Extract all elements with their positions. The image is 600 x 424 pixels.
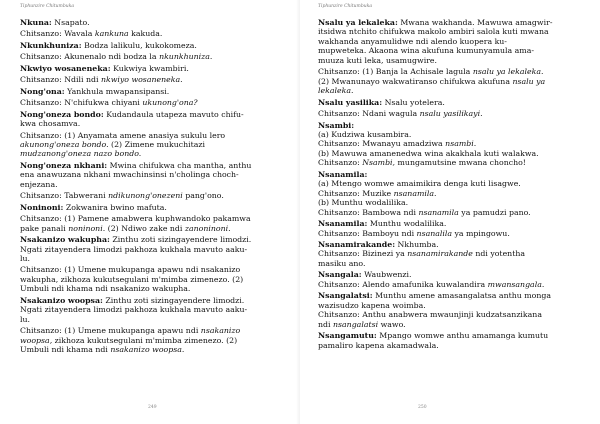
entry-line <box>20 64 284 73</box>
entry-text: (b) Mawuwa amanenedwa wina akakhala kuti walakwa. <box>318 148 539 158</box>
entry-line <box>20 315 284 324</box>
entry-line <box>20 110 284 119</box>
entry-text: wakupha, zikhoza kukutsegulani m'mimba zimenezo. (2) <box>20 274 244 284</box>
headword: Nsangamutu: <box>318 331 377 341</box>
entry-text: Mwina chifukwa cha mantha, anthu <box>107 160 252 170</box>
entry-text: Chitsanzo: Bamboyu ndi <box>318 228 417 238</box>
entry-text: pang'ono. <box>182 191 224 201</box>
dictionary-entry <box>318 331 578 350</box>
dictionary-entry <box>20 52 284 61</box>
dictionary-entry <box>318 67 578 95</box>
italic-term: mudzanong'oneza nazo bondo. <box>20 149 142 159</box>
entry-line <box>20 214 284 223</box>
entry-line <box>20 326 284 335</box>
entry-line <box>318 77 578 86</box>
dictionary-entry <box>20 75 284 84</box>
italic-term: Nsambi, <box>362 158 396 168</box>
entry-text: Chitsanzo: Akunenalo ndi bodza la <box>20 52 160 62</box>
italic-term: ndikunong'onezeni <box>108 191 183 201</box>
entry-line <box>20 345 284 354</box>
entry-text: Chitsanzo: (1) Anyamata amene anasiya sukulu lero <box>20 130 226 140</box>
dictionary-entry <box>20 98 284 107</box>
entry-text: Chitsanzo: (1) Banja la Achisale lagula <box>318 67 473 77</box>
entry-line <box>20 245 284 254</box>
dictionary-entry <box>318 170 578 217</box>
headword: Nsanamila: <box>318 169 368 179</box>
entry-text: Chitsanzo: Wavala <box>20 29 95 39</box>
dictionary-entry <box>20 110 284 129</box>
dictionary-entry <box>20 203 284 212</box>
entry-text: lu. <box>20 314 30 324</box>
dictionary-entry <box>20 41 284 50</box>
entry-line <box>318 320 578 329</box>
entry-line <box>20 191 284 200</box>
dictionary-entry <box>318 240 578 268</box>
entry-text: Kukwiya kwambiri. <box>110 63 189 73</box>
entry-text: ndi yotentha <box>472 249 526 259</box>
entry-text: wawo. <box>378 319 406 329</box>
entry-text: Chitsanzo: Bambowa ndi <box>318 207 419 217</box>
entry-line <box>20 203 284 212</box>
entry-text: Mwana wakhanda. Mawuwa amagwir- <box>397 18 553 27</box>
entry-line <box>318 98 578 107</box>
entry-text: Nsapato. <box>51 18 90 27</box>
entry-line <box>318 46 578 55</box>
italic-term: nsanalila <box>416 228 453 238</box>
entry-text: Chitsanzo: Bizinezi ya <box>318 249 408 259</box>
dictionary-entry <box>318 109 578 118</box>
entry-text: zikhoza kukutsegulani m'mimba zimenezo. (2) <box>52 335 238 345</box>
entry-line <box>20 87 284 96</box>
entry-text: Chitsanzo: (1) Pamene amabwera kuphwandoko pakamwa <box>20 214 251 224</box>
entry-text: pamaliro kapena akamadwala. <box>318 340 439 350</box>
entry-line <box>20 336 284 345</box>
entry-line <box>318 259 578 268</box>
entry-line <box>318 158 578 167</box>
entry-list <box>20 18 284 355</box>
entry-line <box>318 301 578 310</box>
dictionary-entry <box>318 291 578 329</box>
entry-text: Chitsanzo: <box>318 158 363 168</box>
running-header: Tiphunzire Chitumbuka <box>20 4 75 9</box>
entry-line <box>318 208 578 217</box>
entry-text: muuza kuti leka, usamugwire. <box>318 55 438 65</box>
entry-text: (b) Munthu wodalilika. <box>318 198 409 208</box>
italic-term: nsakanizo woopsa. <box>110 345 185 355</box>
entry-text: wakhanda anyamulidwe ndi alendo kuopera ku- <box>318 36 507 46</box>
headword: Nsanamirakande: <box>318 239 396 249</box>
entry-text: Mpango womwe anthu amamanga kumutu <box>376 331 549 341</box>
italic-term: nsanamirakande <box>407 249 473 259</box>
entry-line <box>20 41 284 50</box>
entry-line <box>318 139 578 148</box>
headword: Nong'oneza nkhani: <box>20 160 108 170</box>
entry-line <box>20 284 284 293</box>
entry-text: Ngati zitayendera limodzi pakhoza kukhala mavuto aaku- <box>20 305 248 315</box>
entry-text: (2) Zimene mukuchitazi <box>108 139 206 149</box>
entry-text: ya pamudzi pano. <box>458 207 531 217</box>
entry-text: (2) Ndiwo zake ndi <box>105 223 185 233</box>
headword: Nsalu ya lekaleka: <box>318 18 398 27</box>
dictionary-entry <box>20 29 284 38</box>
dictionary-entry <box>318 270 578 289</box>
entry-text: Zinthu zoti sizingayendere limodzi. <box>109 235 252 245</box>
entry-line <box>318 219 578 228</box>
entry-text: Munthu amene amasangalatsa anthu monga <box>372 291 552 301</box>
dictionary-entry <box>20 161 284 189</box>
right-page <box>300 0 600 424</box>
entry-line <box>318 86 578 95</box>
entry-line <box>318 280 578 289</box>
dictionary-entry <box>20 18 284 27</box>
entry-text: itsidwa ntchito chifukwa makolo ambiri salola kuti mwana <box>318 27 549 37</box>
entry-list <box>318 18 578 350</box>
entry-text: Chitsanzo: N'chifukwa chiyani <box>20 98 143 108</box>
headword: Nsangala: <box>318 270 362 280</box>
italic-term: nkwiyo wosaneneka. <box>100 75 183 85</box>
entry-line <box>20 224 284 233</box>
entry-text: Chitsanzo: Muzike <box>318 188 394 198</box>
headword: Nsambi: <box>318 120 355 130</box>
entry-text: Chitsanzo: Ndani wagula <box>318 109 420 119</box>
headword: Nkunkhuniza: <box>20 40 82 50</box>
entry-text: mupweteka. Akaona wina akufuna kumunyamula ama- <box>318 46 534 56</box>
italic-term: nsalu ya <box>512 76 546 86</box>
entry-line <box>20 52 284 61</box>
entry-line <box>20 275 284 284</box>
entry-text: Chitsanzo: (1) Umene mukupanga apawu ndi nsakanizo <box>20 265 241 275</box>
italic-term: ukunong'ona? <box>142 98 198 108</box>
dictionary-entry <box>20 87 284 96</box>
dictionary-entry <box>318 121 578 168</box>
entry-line <box>318 189 578 198</box>
page-number: 249 <box>148 405 157 410</box>
entry-line <box>318 56 578 65</box>
entry-text: masiku ano. <box>318 258 366 268</box>
entry-line <box>20 161 284 170</box>
entry-line <box>318 198 578 207</box>
entry-text: ya mpingowu. <box>452 228 510 238</box>
entry-line <box>318 310 578 319</box>
entry-text: kwa chosamva. <box>20 119 81 129</box>
headword: Nsakanizo wakupha: <box>20 235 110 245</box>
entry-text: Chitsanzo: Anthu anabwera mwaunjinji kudzatsanzikana <box>318 310 542 320</box>
running-header: Tiphunzire Chitumbuka <box>318 4 373 9</box>
entry-text: Chitsanzo: Alendo amafunika kuwalandira <box>318 279 488 289</box>
entry-line <box>318 27 578 36</box>
entry-line <box>20 235 284 244</box>
entry-line <box>318 67 578 76</box>
italic-term: zanoninoni. <box>184 223 231 233</box>
headword: Nsangalatsi: <box>318 291 373 301</box>
dictionary-entry <box>20 214 284 233</box>
entry-line <box>20 180 284 189</box>
entry-text: Yankhula mwapansipansi. <box>64 86 170 96</box>
headword: Nkuna: <box>20 18 52 27</box>
headword: Nsalu yasilika: <box>318 97 383 107</box>
entry-line <box>20 149 284 158</box>
entry-line <box>318 170 578 179</box>
entry-text: kakuda. <box>128 29 163 39</box>
entry-line <box>20 296 284 305</box>
italic-term: nsanamila. <box>393 188 437 198</box>
italic-term: noninoni. <box>68 223 106 233</box>
entry-text: Munthu wodalilika. <box>367 219 447 229</box>
entry-text: mungamutsine mwana choncho! <box>395 158 526 168</box>
entry-text: Chitsanzo: Ndili ndi <box>20 75 101 85</box>
headword: Nsanamila: <box>318 219 368 229</box>
entry-line <box>318 331 578 340</box>
entry-line <box>20 265 284 274</box>
italic-term: nsangalatsi <box>333 319 379 329</box>
entry-text: Chitsanzo: (1) Umene mukupanga apawu ndi <box>20 326 201 336</box>
entry-line <box>318 179 578 188</box>
entry-text: (2) Mwanunayo wakwatiranso chifukwa akufuna <box>318 76 513 86</box>
italic-term: nsakanizo <box>200 326 241 336</box>
entry-line <box>318 149 578 158</box>
entry-line <box>318 229 578 238</box>
italic-term: akunong'oneza bondo. <box>20 139 109 149</box>
italic-term: nsalu ya lekaleka. <box>472 67 544 77</box>
headword: Nkwiyo wosaneneka: <box>20 63 111 73</box>
dictionary-entry <box>318 219 578 238</box>
entry-text: ena anawuzana nkhani mwachinsinsi n'cholinga choch- <box>20 170 239 180</box>
entry-line <box>20 18 284 27</box>
page-number: 250 <box>418 405 427 410</box>
headword: Nsakanizo woopsa: <box>20 295 103 305</box>
dictionary-entry <box>318 98 578 107</box>
entry-line <box>20 254 284 263</box>
italic-term: nsambi. <box>445 139 477 149</box>
entry-line <box>20 170 284 179</box>
entry-line <box>318 270 578 279</box>
dictionary-entry <box>20 131 284 159</box>
italic-term: nkunkhuniza. <box>159 52 213 62</box>
entry-text: Nsalu yotelera. <box>382 97 445 107</box>
italic-term: nsalu yasilikayi. <box>419 109 483 119</box>
entry-text: (a) Mtengo womwe amaimikira denga kuti lisagwe. <box>318 179 521 189</box>
entry-line <box>318 249 578 258</box>
entry-text: Bodza lalikulu, kukokomeza. <box>81 40 197 50</box>
entry-line <box>20 98 284 107</box>
entry-text: Umbuli ndi khama ndi <box>20 345 111 355</box>
entry-text: wazisudzo kapena woimba. <box>318 300 426 310</box>
entry-text: Waubwenzi. <box>361 270 412 280</box>
italic-term: nsanamila <box>418 207 459 217</box>
dictionary-entry <box>20 235 284 263</box>
entry-line <box>20 305 284 314</box>
entry-line <box>318 109 578 118</box>
dictionary-entry <box>20 64 284 73</box>
entry-line <box>318 240 578 249</box>
entry-line <box>318 37 578 46</box>
entry-line <box>318 291 578 300</box>
entry-text: Zokwanira bwino mafuta. <box>63 202 167 212</box>
entry-text: Chitsanzo: Mwanayu amadziwa <box>318 139 446 149</box>
entry-text: Ngati zitayendera limodzi pakhoza kukhala mavuto aaku- <box>20 244 248 254</box>
entry-text: lu. <box>20 253 30 263</box>
entry-line <box>318 18 578 27</box>
italic-term: woopsa, <box>20 335 53 345</box>
entry-line <box>20 75 284 84</box>
entry-line <box>318 121 578 130</box>
entry-text: Nkhumba. <box>395 239 439 249</box>
headword: Noninoni: <box>20 202 64 212</box>
entry-text: (a) Kudziwa kusambira. <box>318 129 412 139</box>
italic-term: mwansangala. <box>487 279 545 289</box>
entry-line <box>20 29 284 38</box>
dictionary-entry <box>20 326 284 354</box>
entry-line <box>20 140 284 149</box>
dictionary-entry <box>20 191 284 200</box>
dictionary-entry <box>20 296 284 324</box>
entry-line <box>20 119 284 128</box>
entry-text: Zinthu zoti sizingayendere limodzi. <box>102 295 245 305</box>
dictionary-entry <box>20 265 284 293</box>
entry-line <box>318 130 578 139</box>
entry-text: Chitsanzo: Tabwerani <box>20 191 109 201</box>
dictionary-entry <box>318 18 578 65</box>
italic-term: kankuna <box>94 29 129 39</box>
entry-text: ndi <box>318 319 333 329</box>
entry-line <box>318 341 578 350</box>
headword: Nong'oneza bondo: <box>20 109 104 119</box>
entry-text: enjezana. <box>20 179 58 189</box>
entry-text: Umbuli ndi khama ndi nsakanizo wakupha. <box>20 284 191 294</box>
entry-line <box>20 131 284 140</box>
entry-text: Kudandaula utapeza mavuto chifu- <box>103 109 244 119</box>
headword: Nong'ona: <box>20 86 65 96</box>
italic-term: lekaleka. <box>318 86 354 96</box>
entry-text: pake panali <box>20 223 69 233</box>
